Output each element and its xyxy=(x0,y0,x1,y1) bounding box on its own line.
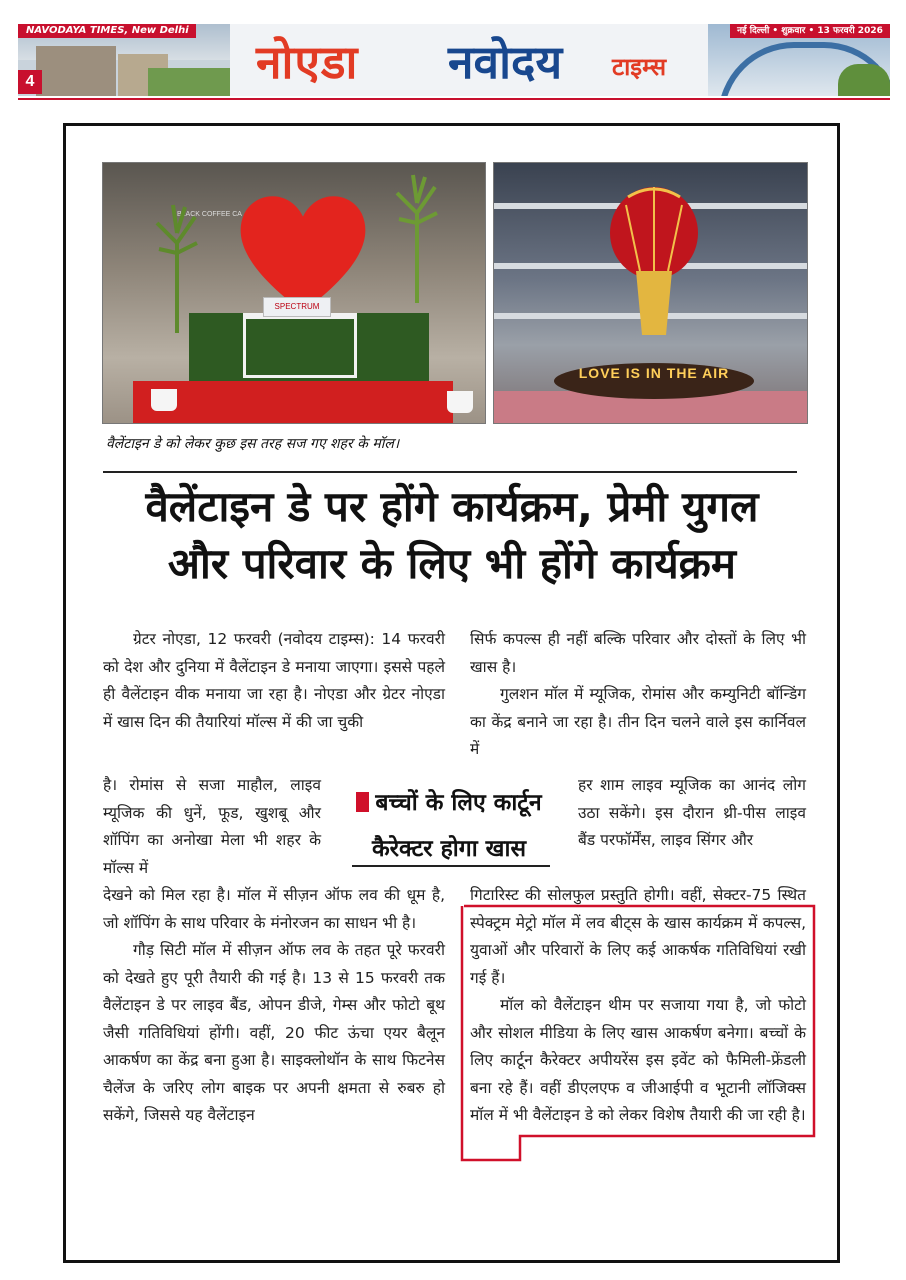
masthead-divider xyxy=(18,98,890,100)
title-noida: नोएडा xyxy=(256,36,359,88)
body-column-2-top xyxy=(470,626,806,764)
love-sign: LOVE IS IN THE AIR xyxy=(578,365,730,381)
page-number: 4 xyxy=(18,70,42,94)
paragraph: गुलशन मॉल में म्यूजिक, रोमांस और कम्युनिटी बॉन्डिंग का केंद्र बनाने जा रहा है। तीन दिन चलने वाले इस कार्निवल में xyxy=(470,685,806,758)
title-times: टाइम्स xyxy=(612,54,667,81)
paragraph: हर शाम लाइव म्यूजिक का आनंद लोग उठा सकेंगे। इस दौरान थ्री-पीस लाइव बैंड परफॉर्मेंस, लाइव सिंगर और xyxy=(578,776,806,849)
palm-plant-icon xyxy=(395,173,439,303)
photo-balloon-decor xyxy=(493,162,808,424)
subheading-line-2: कैरेक्टर होगा खास xyxy=(371,836,526,862)
edition-date: नई दिल्ली • शुक्रवार • 13 फरवरी 2026 xyxy=(730,24,890,38)
paragraph: ग्रेटर नोएडा, 12 फरवरी (नवोदय टाइम्स): 14 फरवरी को देश और दुनिया में वैलेंटाइन डे मनाया जाएगा। इससे पहले ही वैलेंटाइन वीक मनाया जा रहा है। नोएडा और ग्रेटर नोएडा में खास दिन की तैयारियां मॉल्स में की जा चुकी xyxy=(103,630,445,731)
bench xyxy=(243,313,357,378)
headline-line-2: और परिवार के लिए भी होंगे कार्यक्रम xyxy=(167,539,737,588)
paragraph: मॉल को वैलेंटाइन थीम पर सजाया गया है, जो फोटो और सोशल मीडिया के लिए खास आकर्षण बनेगा। बच्चों के लिए कार्टून कैरेक्टर अपीयरेंस इस इवेंट को फैमिली-फ्रेंडली बना रहे हैं। वहीं डीएलएफ व जीआईपी व भूटानी लॉजिक्स मॉल में भी वैलेंटाइन डे को लेकर विशेष तैयारी की जा रही है। xyxy=(470,996,806,1124)
article-headline xyxy=(102,478,802,592)
masthead-title xyxy=(230,24,714,96)
highlight-box xyxy=(460,880,816,1162)
paragraph: गिटारिस्ट की सोलफुल प्रस्तुति होगी। वहीं, सेक्टर-75 स्थित स्पेक्ट्रम मेट्रो मॉल में लव बीट्स के खास कार्यक्रम में कपल्स, युवाओं और परिवारों के लिए कई आकर्षक गतिविधियां रखी गई हैं। xyxy=(470,886,806,987)
headline-line-1: वैलेंटाइन डे पर होंगे कार्यक्रम, प्रेमी युगल xyxy=(145,482,759,531)
subheading-underline xyxy=(352,865,550,867)
body-column-1-top xyxy=(103,626,445,736)
flower-pot xyxy=(151,389,177,411)
air-balloon-icon xyxy=(606,185,702,335)
newspaper-label: NAVODAYA TIMES, New Delhi xyxy=(18,24,196,38)
paragraph: देखने को मिल रहा है। मॉल में सीज़न ऑफ लव की धूम है, जो शॉपिंग के साथ परिवार के मंनोरजन का साधन भी है। xyxy=(103,886,445,932)
flower-pot xyxy=(447,391,473,413)
masthead xyxy=(18,24,890,100)
title-navodaya: नवोदय xyxy=(448,36,563,88)
paragraph: गौड़ सिटी मॉल में सीज़न ऑफ लव के तहत पूरे फरवरी को देखते हुए पूरी तैयारी की गई है। 13 से 15 फरवरी तक वैलेंटाइन डे पर लाइव बैंड, ओपन डीजे, गेम्स और फोटो बूथ जैसी गतिविधियां होंगी। वहीं, 20 फीट ऊंचा एयर बैलून आकर्षण का केंद्र बना हुआ है। साइक्लोथॉन के साथ फिटनेस चैलेंज के जरिए लोग बाइक पर अपनी क्षमता से रुबरु हो सकेंगे, जिससे यह वैलेंटाइन xyxy=(103,941,445,1124)
photo-spectrum-heart xyxy=(102,162,486,424)
body-column-1-middle xyxy=(103,772,321,882)
spectrum-sign: SPECTRUM xyxy=(263,297,331,317)
paragraph: सिर्फ कपल्स ही नहीं बल्कि परिवार और दोस्तों के लिए भी खास है। xyxy=(470,630,806,676)
body-column-1-bottom xyxy=(103,882,445,1130)
red-carpet xyxy=(133,381,453,423)
caption-divider xyxy=(103,471,797,473)
bullet-square-icon xyxy=(356,792,369,812)
paragraph: है। रोमांस से सजा माहौल, लाइव म्यूजिक की धुनें, फूड, खुशबू और शॉपिंग का अनोखा मेला भी शहर के मॉल्स में xyxy=(103,776,321,877)
palm-plant-icon xyxy=(155,203,199,333)
store-sign: BLACK COFFEE CA xyxy=(177,211,242,218)
subheading-line-1: बच्चों के लिए कार्टून xyxy=(336,780,562,826)
body-column-2-middle xyxy=(578,772,806,855)
subheading xyxy=(336,780,562,872)
photo-caption: वैलेंटाइन डे को लेकर कुछ इस तरह सज गए शहर के मॉल। xyxy=(106,436,400,452)
